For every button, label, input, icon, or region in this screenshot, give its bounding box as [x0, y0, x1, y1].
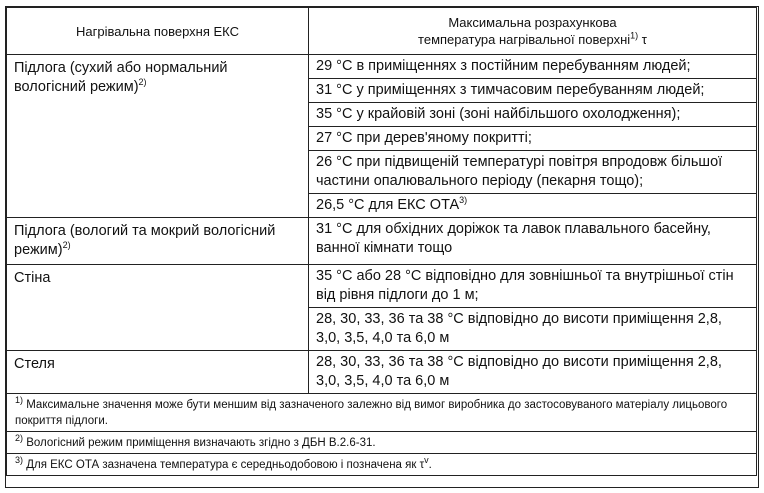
table-row: [7, 218, 757, 265]
surface-label: Стіна: [14, 270, 51, 286]
values-cell: [309, 265, 757, 351]
footnote-text: Для ЕКС ОТА зазначена температура є середньодобовою і позначена як: [26, 459, 417, 471]
surface-label: Стеля: [14, 356, 55, 372]
header-temp-line2-text: температура нагрівальної поверхні: [418, 32, 631, 47]
table-row: [7, 55, 757, 218]
header-temperature: [309, 8, 757, 55]
surface-cell: [7, 265, 309, 351]
footnote-text: Вологісний режим приміщення визначають згідно з ДБН В.2.6-31.: [26, 437, 376, 449]
footnote-end: .: [428, 459, 432, 471]
footnote-symbol: τ: [419, 459, 425, 471]
value-line: 28, 30, 33, 36 та 38 °C відповідно до висоти приміщення 2,8, 3,0, 3,5, 4,0 та 6,0 м: [316, 354, 722, 389]
surface-cell: [7, 218, 309, 265]
value-line: 35 °C у крайовій зоні (зоні найбільшого охолодження);: [309, 103, 756, 127]
header-temp-line2: [309, 31, 756, 48]
value-line: [309, 194, 756, 217]
value-line: 27 °C при дерев'яному покритті;: [309, 127, 756, 151]
table-row: [7, 265, 757, 351]
value-line: 29 °C в приміщеннях з постійним перебуванням людей;: [309, 55, 756, 79]
header-temp-symbol: τ: [641, 32, 647, 47]
value-line-text: 26,5 °C для ЕКС ОТА: [316, 197, 460, 213]
surface-sup: 2): [138, 77, 147, 88]
footnote-marker: 3): [15, 455, 24, 466]
footnote: [7, 454, 756, 475]
table-row: [7, 351, 757, 394]
header-surface: [7, 8, 309, 55]
header-temp-line1: Максимальна розрахункова: [448, 15, 617, 30]
surface-label: Підлога (сухий або нормальний вологісний режим): [14, 60, 228, 95]
temperature-table: [6, 7, 757, 476]
footnote-symbol-sup: v: [424, 455, 429, 466]
surface-cell: [7, 55, 309, 218]
value-line: 31 °C у приміщеннях з тимчасовим перебуванням людей;: [309, 79, 756, 103]
footnote-text: Максимальне значення може бути меншим від зазначеного залежно від вимог виробника до застосовуваного матеріалу лицьового покриття підлоги.: [15, 399, 728, 427]
value-line: 35 °C або 28 °C відповідно для зовнішньої та внутрішньої стін від рівня підлоги до 1 м;: [309, 265, 756, 308]
header-surface-label: Нагрівальна поверхня ЕКС: [75, 23, 239, 39]
header-temp-sup: 1): [630, 30, 639, 41]
footnote: [7, 394, 756, 432]
value-line: 28, 30, 33, 36 та 38 °C відповідно до висоти приміщення 2,8, 3,0, 3,5, 4,0 та 6,0 м: [316, 311, 722, 346]
document-table-frame: [5, 6, 759, 488]
footnote: [7, 432, 756, 454]
surface-label: Підлога (вологий та мокрий вологісний режим): [14, 223, 276, 258]
value-sup: 3): [459, 195, 468, 206]
footnote-marker: 1): [15, 395, 24, 406]
values-cell: [309, 351, 757, 394]
notes-row: [7, 394, 757, 476]
table-header-row: [7, 8, 757, 55]
surface-sup: 2): [62, 240, 71, 251]
footnote-marker: 2): [15, 433, 24, 444]
values-cell: [309, 55, 757, 218]
surface-cell: [7, 351, 309, 394]
value-line: 26 °C при підвищеній температурі повітря впродовж більшої частини опалювального періоду (пекарня тощо);: [309, 151, 756, 194]
notes-cell: [7, 394, 757, 476]
values-cell: [309, 218, 757, 265]
value-line: 31 °C для обхідних доріжок та лавок плавального басейну, ванної кімнати тощо: [316, 221, 711, 256]
